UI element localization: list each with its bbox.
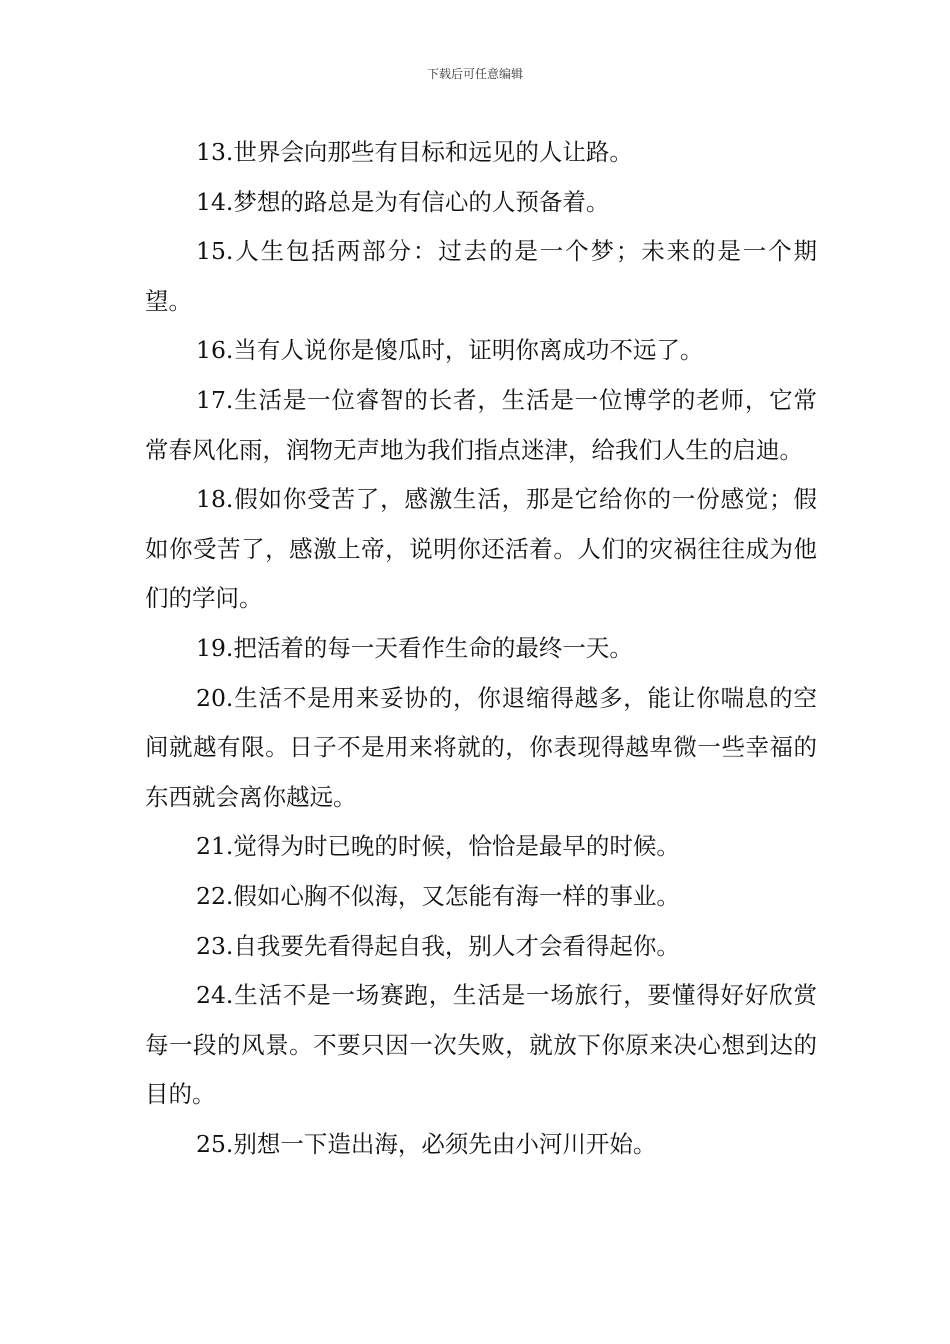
document-body <box>145 128 817 1169</box>
quote-item: 19.把活着的每一天看作生命的最终一天。 <box>196 633 633 662</box>
quote-item: 18.假如你受苦了，感激生活，那是它给你的一份感觉；假如你受苦了，感激上帝，说明你还活着。人们的灾祸往往成为他们的学问。 <box>145 485 817 613</box>
quote-item: 22.假如心胸不似海，又怎能有海一样的事业。 <box>196 881 680 910</box>
quote-item: 17.生活是一位睿智的长者，生活是一位博学的老师，它常常春风化雨，润物无声地为我们指点迷津，给我们人生的启迪。 <box>145 385 817 464</box>
quote-item: 25.别想一下造出海，必须先由小河川开始。 <box>196 1129 657 1158</box>
quote-item: 15.人生包括两部分：过去的是一个梦；未来的是一个期望。 <box>145 237 817 315</box>
quote-item: 21.觉得为时已晚的时候，恰恰是最早的时候。 <box>196 832 680 861</box>
quote-item: 23.自我要先看得起自我，别人才会看得起你。 <box>196 931 680 960</box>
quote-item: 20.生活不是用来妥协的，你退缩得越多，能让你喘息的空间就越有限。日子不是用来将就的，你表现得越卑微一些幸福的东西就会离你越远。 <box>145 683 817 811</box>
quote-item: 16.当有人说你是傻瓜时，证明你离成功不远了。 <box>196 336 704 365</box>
quote-item: 14.梦想的路总是为有信心的人预备着。 <box>196 187 610 216</box>
quote-item: 13.世界会向那些有目标和远见的人让路。 <box>196 138 633 166</box>
page-header: 下载后可任意编辑 <box>426 67 523 81</box>
quote-item: 24.生活不是一场赛跑，生活是一场旅行，要懂得好好欣赏每一段的风景。不要只因一次失败，就放下你原来决心想到达的目的。 <box>145 981 817 1109</box>
